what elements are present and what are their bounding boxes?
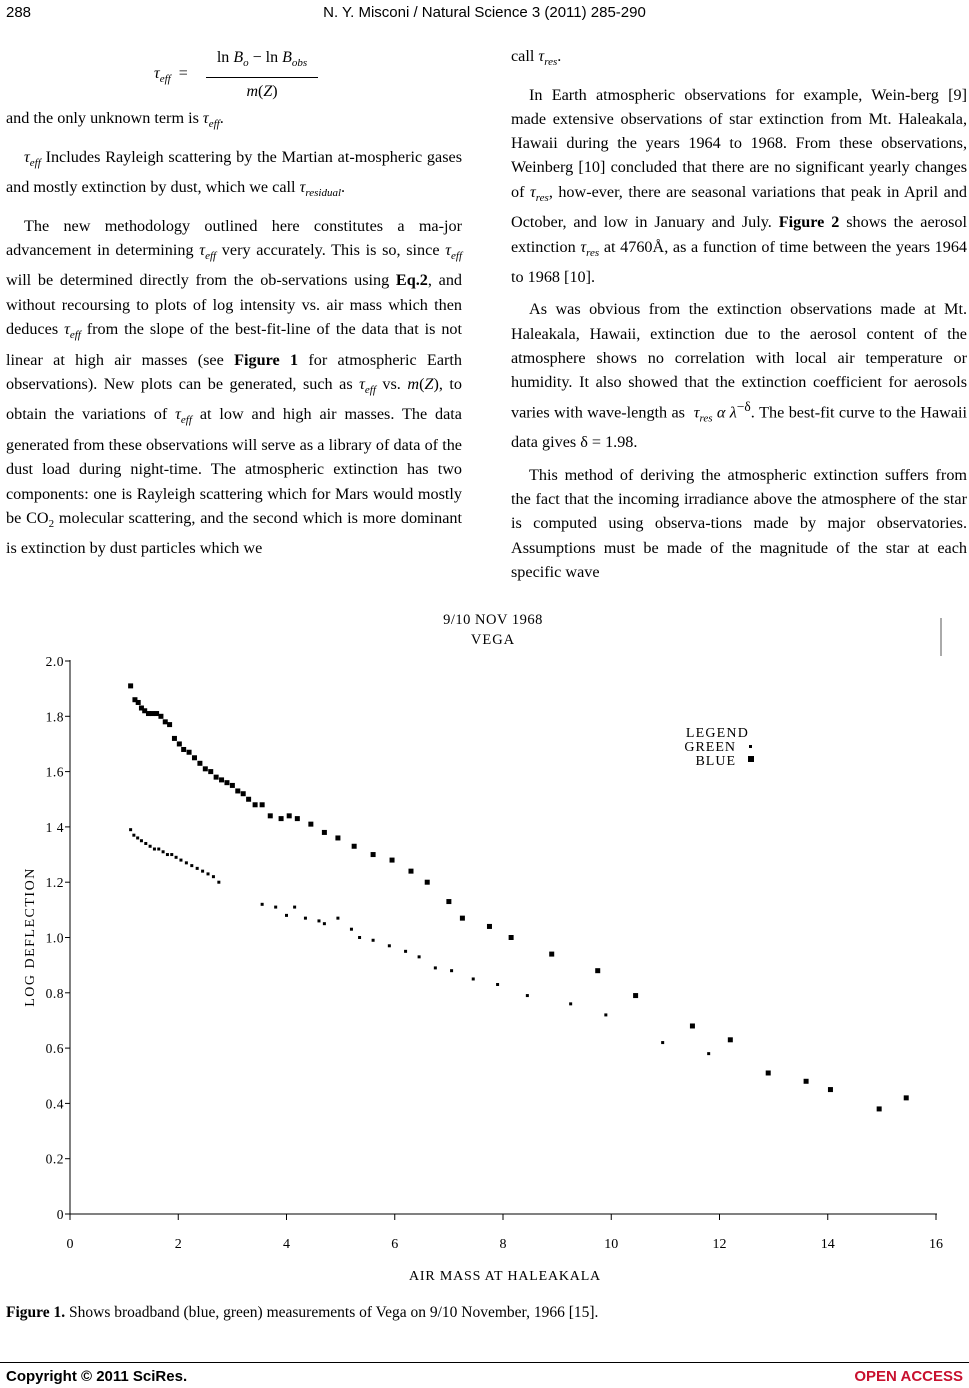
data-point-blue: [260, 802, 265, 807]
data-point-green: [336, 917, 339, 920]
data-point-green: [129, 828, 132, 831]
data-point-blue: [136, 700, 141, 705]
data-point-blue: [549, 952, 554, 957]
data-point-blue: [308, 822, 313, 827]
data-point-green: [372, 939, 375, 942]
data-point-green: [201, 870, 204, 873]
caption-text: Shows broadband (blue, green) measurements of Vega on 9/10 November, 1966 [15].: [65, 1304, 599, 1321]
data-point-green: [162, 850, 165, 853]
data-point-blue: [187, 750, 192, 755]
x-tick-label: 8: [499, 1237, 507, 1252]
page-header: [0, 4, 969, 28]
legend-title: LEGEND: [685, 726, 749, 741]
paragraph: In Earth atmospheric observations for example, Wein-berg [9] made extensive observations of star extinction from Mt. Haleakala, Hawaii during the years 1964 to 1968. From these observations, Weinberg [10] concluded that there are no significant yearly changes of $\tau_{res}$, how-ever, there are seasonal variations that peak in April and October, and low in January and July. Figure 2 shows the aerosol extinction $\tau_{res}$ at 4760Å, as a function of time between the years 1964 to 1968 [10].: [511, 85, 968, 287]
paragraph: and the only unknown term is $\tau_{eff}$.: [6, 109, 224, 131]
legend-entry-green: GREEN: [684, 740, 736, 755]
data-point-green: [166, 853, 169, 856]
data-point-green: [358, 936, 361, 939]
data-point-blue: [172, 736, 177, 741]
data-point-blue: [163, 719, 168, 724]
vega-extinction-chart: [0, 600, 969, 1300]
data-point-blue: [487, 924, 492, 929]
y-tick-label: 0.8: [45, 985, 64, 1001]
data-point-green: [190, 864, 193, 867]
data-point-blue: [219, 777, 224, 782]
x-tick-label: 0: [66, 1237, 74, 1252]
y-axis-label: LOG DEFLECTION: [23, 867, 38, 1007]
y-tick-label: 0.6: [45, 1041, 64, 1057]
data-point-blue: [268, 813, 273, 818]
data-point-blue: [390, 858, 395, 863]
paragraph: As was obvious from the extinction observations made at Mt. Haleakala, Hawaii, extinction due to the aerosol content of the atmosphere shows no correlation with local air temperature or humidity. It also showed that the extinction coefficient for aerosols varies with wave-length as $\tau_{res}$ α $\lambda^{-\delta}$. The best-fit curve to the Hawaii data gives δ = 1.98.: [511, 300, 968, 452]
data-point-green: [153, 848, 156, 851]
data-point-green: [569, 1002, 572, 1005]
y-tick-label: 0.2: [45, 1151, 64, 1167]
y-tick-label: 1.0: [45, 930, 64, 946]
chart-subtitle: VEGA: [470, 632, 516, 648]
data-point-blue: [460, 916, 465, 921]
data-point-green: [185, 861, 188, 864]
data-point-green: [707, 1052, 710, 1055]
data-point-green: [157, 848, 160, 851]
data-point-blue: [728, 1037, 733, 1042]
data-point-green: [388, 944, 391, 947]
data-point-blue: [766, 1070, 771, 1075]
data-point-blue: [595, 968, 600, 973]
y-tick-label: 1.8: [45, 709, 64, 725]
data-point-blue: [446, 899, 451, 904]
data-point-blue: [322, 830, 327, 835]
data-point-green: [450, 969, 453, 972]
data-point-green: [212, 875, 215, 878]
data-point-green: [274, 906, 277, 909]
footer-rule: [0, 1362, 969, 1363]
legend-entry-blue: BLUE: [695, 754, 736, 769]
data-point-blue: [804, 1079, 809, 1084]
figure-1: [0, 600, 969, 1300]
data-point-blue: [425, 880, 430, 885]
data-point-green: [170, 853, 173, 856]
x-axis-label: AIR MASS AT HALEAKALA: [409, 1269, 601, 1284]
data-point-green: [323, 922, 326, 925]
data-point-green: [217, 881, 220, 884]
equation-numerator: $\ln B_o - \ln B_{obs}$: [206, 46, 318, 78]
x-tick-label: 10: [604, 1237, 619, 1252]
data-point-blue: [150, 711, 155, 716]
data-point-blue: [154, 711, 159, 716]
data-point-green: [144, 842, 147, 845]
legend-marker-blue: [748, 756, 754, 762]
data-point-green: [261, 903, 264, 906]
data-point-blue: [371, 852, 376, 857]
y-ticks: [46, 654, 70, 1222]
y-tick-label: 1.2: [45, 875, 64, 891]
page-number: 288: [6, 4, 32, 21]
data-point-green: [526, 994, 529, 997]
data-points: [128, 683, 909, 1111]
equation-lhs: $\tau_{eff}$ =: [154, 65, 188, 86]
data-point-blue: [224, 780, 229, 785]
equation: [6, 44, 462, 106]
data-point-blue: [241, 791, 246, 796]
y-tick-label: 0: [56, 1207, 64, 1222]
data-point-green: [293, 906, 296, 909]
data-point-green: [175, 856, 178, 859]
data-point-blue: [208, 769, 213, 774]
data-point-blue: [509, 935, 514, 940]
page-footer: [0, 1368, 969, 1386]
x-tick-label: 6: [391, 1237, 399, 1252]
data-point-green: [317, 919, 320, 922]
x-tick-label: 4: [283, 1237, 290, 1252]
data-point-blue: [181, 747, 186, 752]
data-point-green: [132, 834, 135, 837]
data-point-blue: [128, 683, 133, 688]
data-point-green: [350, 928, 353, 931]
x-ticks: [67, 1214, 944, 1252]
running-title: N. Y. Misconi / Natural Science 3 (2011) 285-290: [323, 4, 646, 21]
data-point-blue: [235, 788, 240, 793]
data-point-blue: [230, 783, 235, 788]
data-point-green: [418, 955, 421, 958]
data-point-blue: [253, 802, 258, 807]
data-point-green: [604, 1013, 607, 1016]
x-tick-label: 12: [712, 1237, 727, 1252]
paragraph: call $\tau_{res}$.: [511, 47, 562, 69]
data-point-blue: [877, 1106, 882, 1111]
x-tick-label: 14: [820, 1237, 835, 1252]
equation-fraction: [206, 46, 318, 105]
legend-marker-green: [749, 745, 752, 748]
data-point-blue: [295, 816, 300, 821]
data-point-blue: [690, 1023, 695, 1028]
open-access-label: OPEN ACCESS: [854, 1368, 963, 1385]
copyright-text: Copyright © 2011 SciRes.: [6, 1368, 188, 1385]
data-point-blue: [192, 755, 197, 760]
caption-label: Figure 1.: [6, 1304, 66, 1321]
data-point-green: [285, 914, 288, 917]
y-tick-label: 1.6: [45, 764, 64, 780]
data-point-blue: [633, 993, 638, 998]
x-tick-label: 2: [174, 1237, 182, 1252]
data-point-blue: [408, 869, 413, 874]
left-column: [6, 44, 462, 569]
data-point-blue: [158, 714, 163, 719]
data-point-green: [140, 839, 143, 842]
data-point-green: [149, 845, 152, 848]
paragraph: The new methodology outlined here constitutes a ma-jor advancement in determining $\tau_{eff}$ very accurately. This is so, since $\tau_{eff}$ will be determined directly from the ob-servations using Eq.2, and without recoursing to plots of log intensity vs. air mass which then deduces $\tau_{eff}$ from the slope of the best-fit-line of the data that is not linear at high air masses (see Figure 1 for atmospheric Earth observations). New plots can be generated, such as $\tau_{eff}$ vs. m(Z), to obtain the variations of $\tau_{eff}$ at low and high air masses. The data generated from these observations will serve as a library of data of the dust load during night-time. The atmospheric extinction has two components: one is Rayleigh scattering which for Mars would mostly be $CO_2$ molecular scattering, and the second which is more dominant is extinction by dust particles which we: [6, 216, 463, 558]
data-point-blue: [246, 797, 251, 802]
data-point-blue: [197, 761, 202, 766]
data-point-blue: [279, 816, 284, 821]
paragraph: $\tau_{eff}$ Includes Rayleigh scattering by the Martian at-mospheric gases and mostly extinction by dust, which we call $\tau_{residual}$.: [6, 147, 462, 200]
data-point-blue: [335, 835, 340, 840]
equation-denominator: m(Z): [246, 83, 278, 101]
y-tick-label: 0.4: [45, 1096, 64, 1112]
y-tick-label: 1 4: [45, 819, 64, 835]
data-point-green: [404, 950, 407, 953]
data-point-blue: [177, 741, 182, 746]
data-point-green: [496, 983, 499, 986]
data-point-blue: [167, 722, 172, 727]
right-column: [511, 44, 967, 592]
data-point-green: [179, 859, 182, 862]
data-point-blue: [214, 775, 219, 780]
data-point-green: [472, 977, 475, 980]
data-point-green: [661, 1041, 664, 1044]
data-point-green: [207, 872, 210, 875]
data-point-green: [304, 917, 307, 920]
paragraph: This method of deriving the atmospheric extinction suffers from the fact that the incoming irradiance above the atmosphere of the star is computed using observa-tions made by major observatories. Assumptions must be made of the magnitude of the star at each specific wave: [511, 465, 967, 581]
x-tick-label: 16: [929, 1237, 943, 1252]
data-point-blue: [203, 766, 208, 771]
data-point-blue: [904, 1095, 909, 1100]
data-point-green: [136, 836, 139, 839]
data-point-blue: [352, 844, 357, 849]
data-point-green: [434, 966, 437, 969]
figure-caption: [6, 1304, 598, 1322]
data-point-green: [196, 867, 199, 870]
data-point-blue: [287, 813, 292, 818]
chart-title: 9/10 NOV 1968: [443, 612, 543, 628]
data-point-blue: [828, 1087, 833, 1092]
y-tick-label: 2.0: [45, 654, 64, 669]
